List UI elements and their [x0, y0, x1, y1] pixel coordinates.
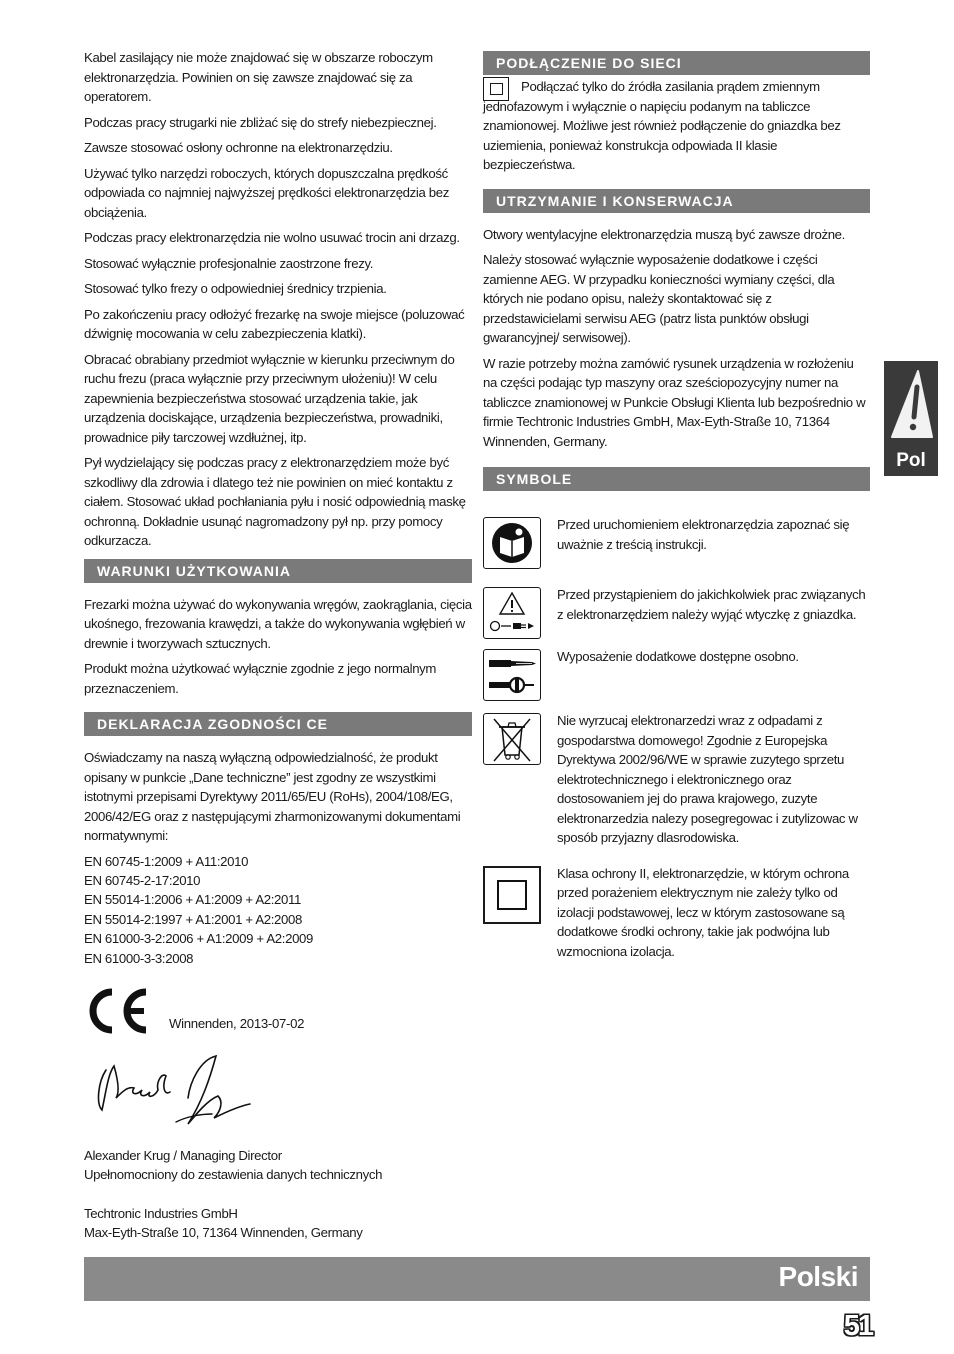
page-number: 51	[843, 1310, 872, 1342]
standard-item: EN 60745-2-17:2010	[84, 872, 201, 888]
symbol-row	[483, 711, 870, 854]
symbol-row	[483, 515, 870, 569]
warning-icon	[888, 367, 934, 443]
safety-paragraph: Stosować wyłącznie profesjonalnie zaostrzone frezy.	[84, 255, 374, 271]
signer-name: Alexander Krug / Managing Director	[84, 1147, 282, 1163]
place-date: Winnenden, 2013-07-02	[169, 1015, 305, 1031]
language-side-tab	[884, 361, 938, 476]
safety-paragraph: Podczas pracy strugarki nie zbliżać się do strefy niebezpiecznej.	[84, 114, 437, 130]
standard-item: EN 61000-3-3:2008	[84, 950, 194, 966]
declaration-heading: DEKLARACJA ZGODNOŚCI CE	[84, 712, 472, 736]
symbols-heading: SYMBOLE	[483, 467, 870, 491]
standard-item: EN 55014-2:1997 + A1:2001 + A2:2008	[84, 911, 302, 927]
footer-bar	[84, 1257, 870, 1301]
class-ii-small-icon	[483, 77, 509, 101]
power-connection	[483, 77, 870, 175]
standard-item: EN 61000-3-2:2006 + A1:2009 + A2:2009	[84, 931, 314, 947]
maintenance-heading: UTRZYMANIE I KONSERWACJA	[483, 189, 870, 213]
power-heading: PODŁĄCZENIE DO SIECI	[483, 51, 870, 75]
symbol-text: Wyposażenie dodatkowe dostępne osobno.	[557, 649, 799, 664]
safety-paragraph: Stosować tylko frezy o odpowiedniej średnicy trzpienia.	[84, 281, 387, 296]
class-ii-icon	[483, 866, 541, 924]
right-column	[483, 51, 870, 977]
symbol-text: Przed przystąpieniem do jakichkolwiek prac związanych z elektronarzędziem należy wyjąć wtyczkę z gniazdka.	[557, 587, 866, 622]
left-column	[84, 48, 472, 1243]
safety-paragraph: Pył wydzielający się podczas pracy z elektronarzędziem może być szkodliwy dla zdrowia i dlatego też nie powinien on mieć kontaktu z ciałem. Stosować układ pochłaniania pyłu i nosić odpowiednią maskę ochronną. Dokładnie usunąć nagromadzony pył np. przy pomocy odkurzacza.	[84, 455, 466, 548]
ce-row	[84, 986, 472, 1042]
symbol-text: Klasa ochrony II, elektronarzędzie, w którym ochrona przed porażeniem elektrycznym nie zależy tylko od izolacji podstawowej, lecz w którym zastosowane są dodatkowe środki ochrony, takie jak podwójna lub wzmocniona izolacja.	[557, 865, 849, 959]
maintenance-paragraph: Należy stosować wyłącznie wyposażenie dodatkowe i części zamienne AEG. W przypadku konieczności wymiany części, dla których nie podano opisu, należy skontaktować się z przedstawicielami serwisu AEG (patrz lista punktów obsługi gwarancyjnej/ serwisowej).	[483, 252, 835, 345]
signer-role: Upełnomocniony do zestawienia danych technicznych	[84, 1167, 383, 1183]
usage-paragraph: Produkt można użytkować wyłącznie zgodnie z jego normalnym przeznaczeniem.	[84, 661, 437, 696]
company-block	[84, 1204, 472, 1243]
safety-paragraph: Obracać obrabiany przedmiot wyłącznie w kierunku przeciwnym do ruchu frezu (praca wyłącznie przy przeciwnym ułożeniu)! W celu zapewnienia bezpieczeństwa stosować urządzenia takie, jak urządzenia dociskające, urządzenia bezpieczeństwa, prowadniki, prowadnice piły tarczowej wzdłużnej, itp.	[84, 351, 455, 445]
declaration-text: Oświadczamy na naszą wyłączną odpowiedzialność, że produkt opisany w punkcie „Dane techniczne” jest zgodny ze wszystkimi istotnymi przepisami Dyrektywy 2011/65/EU (RoHs), 2004/108/EG, 2006/42/EG oraz z następującymi zharmonizowanymi dokumentami normatywnymi:	[84, 750, 461, 843]
signature-icon	[92, 1052, 252, 1136]
company-name: Techtronic Industries GmbH	[84, 1205, 238, 1221]
maintenance-paragraph: W razie potrzeby można zamówić rysunek urządzenia w rozłożeniu na części podając typ maszyny oraz sześciopozycyjny numer na tabliczce znamionowej w Punkcie Obsługi Klienta lub bezpośrednio w firmie Techtronic Industries GmbH, Max-Eyth-Straße 10, 71364 Winnenden, Germany.	[483, 355, 866, 449]
language-tab-label: Pol	[896, 450, 926, 471]
usage-heading: WARUNKI UŻYTKOWANIA	[84, 559, 472, 583]
standard-item: EN 60745-1:2009 + A11:2010	[84, 853, 249, 869]
power-text: Podłączać tylko do źródła zasilania prądem zmiennym jednofazowym i wyłącznie o napięciu podanym na tabliczce znamionowej. Możliwe jest również podłączenie do gniazdka bez uziemienia, ponieważ konstrukcja odpowiada II klasie bezpieczeństwa.	[483, 79, 841, 172]
company-address: Max-Eyth-Straße 10, 71364 Winnenden, Germany	[84, 1225, 363, 1241]
symbol-text: Nie wyrzucaj elektronarzedzi wraz z odpadami z gospodarstwa domowego! Zgodnie z Europejska Dyrektywa 2002/96/WE w sprawie zuzytego sprzetu elektrotechnicznego i elektronicznego oraz dostosowaniem jej do prawa krajowego, zuzyte elektronarzedzia nalezy posegregowac i zutylizowac w sposób przyjazny dlasrodowiska.	[557, 713, 858, 845]
signer-block	[84, 1146, 472, 1185]
usage-paragraph: Frezarki można używać do wykonywania wręgów, zaokrąglania, cięcia ukośnego, frezowania krawędzi, a także do wykonywania wgłębień w drewnie i tworzywach sztucznych.	[84, 596, 472, 651]
safety-paragraph: Kabel zasilający nie może znajdować się w obszarze roboczym elektronarzędzia. Powinien on się zawsze znajdować się za operatorem.	[84, 50, 433, 104]
symbol-row	[483, 864, 870, 968]
ce-mark-icon	[84, 986, 154, 1036]
symbol-text: Przed uruchomieniem elektronarzędzia zapoznać się uważnie z treścią instrukcji.	[557, 517, 850, 552]
read-manual-icon	[483, 517, 541, 569]
maintenance-paragraph: Otwory wentylacyjne elektronarzędzia muszą być zawsze drożne.	[483, 226, 845, 242]
standard-item: EN 55014-1:2006 + A1:2009 + A2:2011	[84, 892, 302, 908]
weee-bin-icon	[483, 713, 541, 765]
accessory-icon	[483, 649, 541, 701]
safety-paragraph: Zawsze stosować osłony ochronne na elektronarzędziu.	[84, 140, 393, 155]
safety-paragraph: Podczas pracy elektronarzędzia nie wolno usuwać trocin ani drzazg.	[84, 230, 460, 245]
safety-paragraph: Używać tylko narzędzi roboczych, których dopuszczalna prędkość odpowiada co najmniej najwyższej prędkości elektronarzędzia bez obciążenia.	[84, 165, 449, 220]
footer-language: Polski	[778, 1261, 858, 1292]
unplug-warning-icon	[483, 587, 541, 639]
symbol-row	[483, 647, 870, 701]
symbol-row	[483, 585, 870, 639]
safety-paragraph: Po zakończeniu pracy odłożyć frezarkę na swoje miejsce (poluzować dźwignię mocowania w celu zabezpieczenia klatki).	[84, 306, 465, 341]
standards-list	[84, 852, 472, 968]
